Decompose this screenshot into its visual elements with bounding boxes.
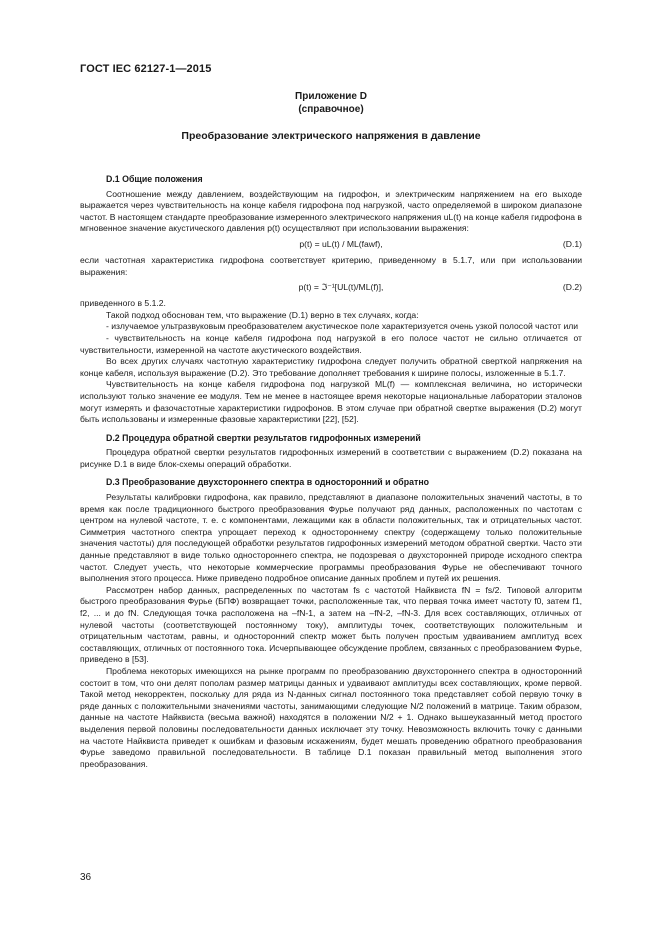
appendix-title: Приложение D: [295, 91, 367, 102]
paragraph: Чувствительность на конце кабеля гидрофона под нагрузкой ML(f) — комплексная величина, но исторически используют только значение ее модуля. Тем не менее в настоящее время некоторые национальные лаборатории эталонов могут измерять и фазочастотные характеристики гидрофонов. В этом случае при обратной свертке выражения (D.2) могут быть использованы и измеренные фазовые характеристики [22], [52].: [80, 379, 582, 425]
document-body: [80, 174, 582, 770]
equation-expression: p(t) = uL(t) / ML(fawf),: [299, 238, 383, 249]
paragraph: Во всех других случаях частотную характеристику гидрофона следует получить обратной сверткой напряжения на конце кабеля, используя выражение (D.2). Это требование дополняет требования к ширине полосы, изложенные в 5.1.7.: [80, 356, 582, 378]
paragraph: Рассмотрен набор данных, распределенных по частотам fs с частотой Найквиста fN = fs/2. Типовой алгоритм быстрого преобразования Фурье (БПФ) возвращает точки, расположенные так, что первая точка имеет частоту f0, затем f1, f2, ... и до fN. Следующая точка расположена на –fN-1, а затем на –fN-2, –fN-3. Для всех составляющих, отличных от нулевой частоты (соответствующей постоянному току), амплитуды точек, соответствующих положительным и отрицательным частотам, равны, и односторонний спектр может быть получен простым удваиванием амплитуд всех составляющих, отличных от постоянного тока. Исчерпывающее обсуждение проблем, связанных с преобразованием Фурье, приведено в [53].: [80, 584, 582, 665]
appendix-label: [80, 90, 582, 116]
paragraph: Такой подход обоснован тем, что выражение (D.1) верно в тех случаях, когда:: [106, 309, 419, 320]
paragraph: Соотношение между давлением, воздействующим на гидрофон, и электрическим напряжением на его выходе выражается через чувствительность на конце кабеля гидрофона под нагрузкой, часто определяемой в широком диапазоне частот. В настоящем стандарте преобразование измеренного электрического напряжения uL(t) на конце кабеля гидрофона в мгновенное значение акустического давления p(t) осуществляют при использовании выражения:: [80, 188, 582, 234]
standard-header: ГОСТ IEC 62127-1—2015: [80, 63, 212, 75]
appendix-type: (справочное): [298, 104, 364, 115]
page-title: Преобразование электрического напряжения в давление: [181, 130, 481, 142]
equation-number: (D.1): [562, 238, 582, 249]
list-item: - излучаемое ультразвуковым преобразователем акустическое поле характеризуется очень узкой полосой частот или: [106, 321, 579, 332]
paragraph: приведенного в 5.1.2.: [80, 298, 166, 309]
equation-d1: [80, 238, 582, 251]
paragraph: Процедура обратной свертки результатов гидрофонных измерений в соответствии с выражением (D.2) показана на рисунке D.1 в виде блок-схемы операций обработки.: [80, 447, 582, 469]
paragraph: если частотная характеристика гидрофона соответствует критерию, приведенному в 5.1.7, или при использовании выражения:: [80, 254, 582, 277]
equation-number: (D.2): [562, 281, 582, 292]
section-heading-d1: D.1 Общие положения: [106, 174, 203, 184]
section-heading-d3: D.3 Преобразование двухстороннего спектра в односторонний и обратно: [106, 477, 430, 488]
list-item: - чувствительность на конце кабеля гидрофона под нагрузкой в его полосе частот не сильно отличается от чувствительности, измеренной на частоте акустического воздействия.: [80, 332, 582, 355]
page-number: 36: [80, 872, 92, 883]
equation-d2: [80, 281, 582, 294]
paragraph: Проблема некоторых имеющихся на рынке программ по преобразованию двухстороннего спектра в односторонний состоит в том, что они делят пополам размер матрицы данных и удваивают амплитуды всех составляющих, кроме первой. Такой метод некорректен, поскольку для ряда из N-данных сигнал постоянного тока представляет собой первую точку в ряде данных с положительными значениями частоты, занимающими следующие N/2 положений в матрице. Таким образом, данные на частоте Найквиста (весьма важной) находятся в положении N/2 + 1. Однако вышеуказанный метод простого выделения первой половины последовательности данных исключает эту точку. Невозможность включить точку с данными на частоте Найквиста приведет к ошибкам и фазовым искажениям, будет мешать проведению обратного преобразования Фурье заведомо правильной последовательности. В таблице D.1 показан правильный метод выполнения этого преобразования.: [80, 665, 582, 769]
section-heading-d2: D.2 Процедура обратной свертки результатов гидрофонных измерений: [106, 432, 421, 443]
equation-expression: p(t) = ℑ⁻¹[UL(t)/ML(f)],: [298, 281, 384, 292]
paragraph: Результаты калибровки гидрофона, как правило, представляют в диапазоне положительных значений частоты, в то время как после традиционного быстрого преобразования Фурье получают ряд данных, расположенных по частотам с центром на нулевой частоте, т. е. с компонентами, лежащими как в области положительных, так и отрицательных частот. Симметрия частотного спектра упрощает переход к одностороннему спектру (содержащему только положительные значения частоты) для последующей обработки результатов гидрофонных измерений методом обратной свертки. Часто эти данные представляют в виде только одностороннего спектра, не подозревая о двухсторонней природе исходного спектра частот. Следует учесть, что некоторые коммерческие программы преобразования Фурье не обеспечивают точного выполнения этого процесса. Ниже приведено подробное описание данных проблем и путей их решения.: [80, 492, 582, 584]
